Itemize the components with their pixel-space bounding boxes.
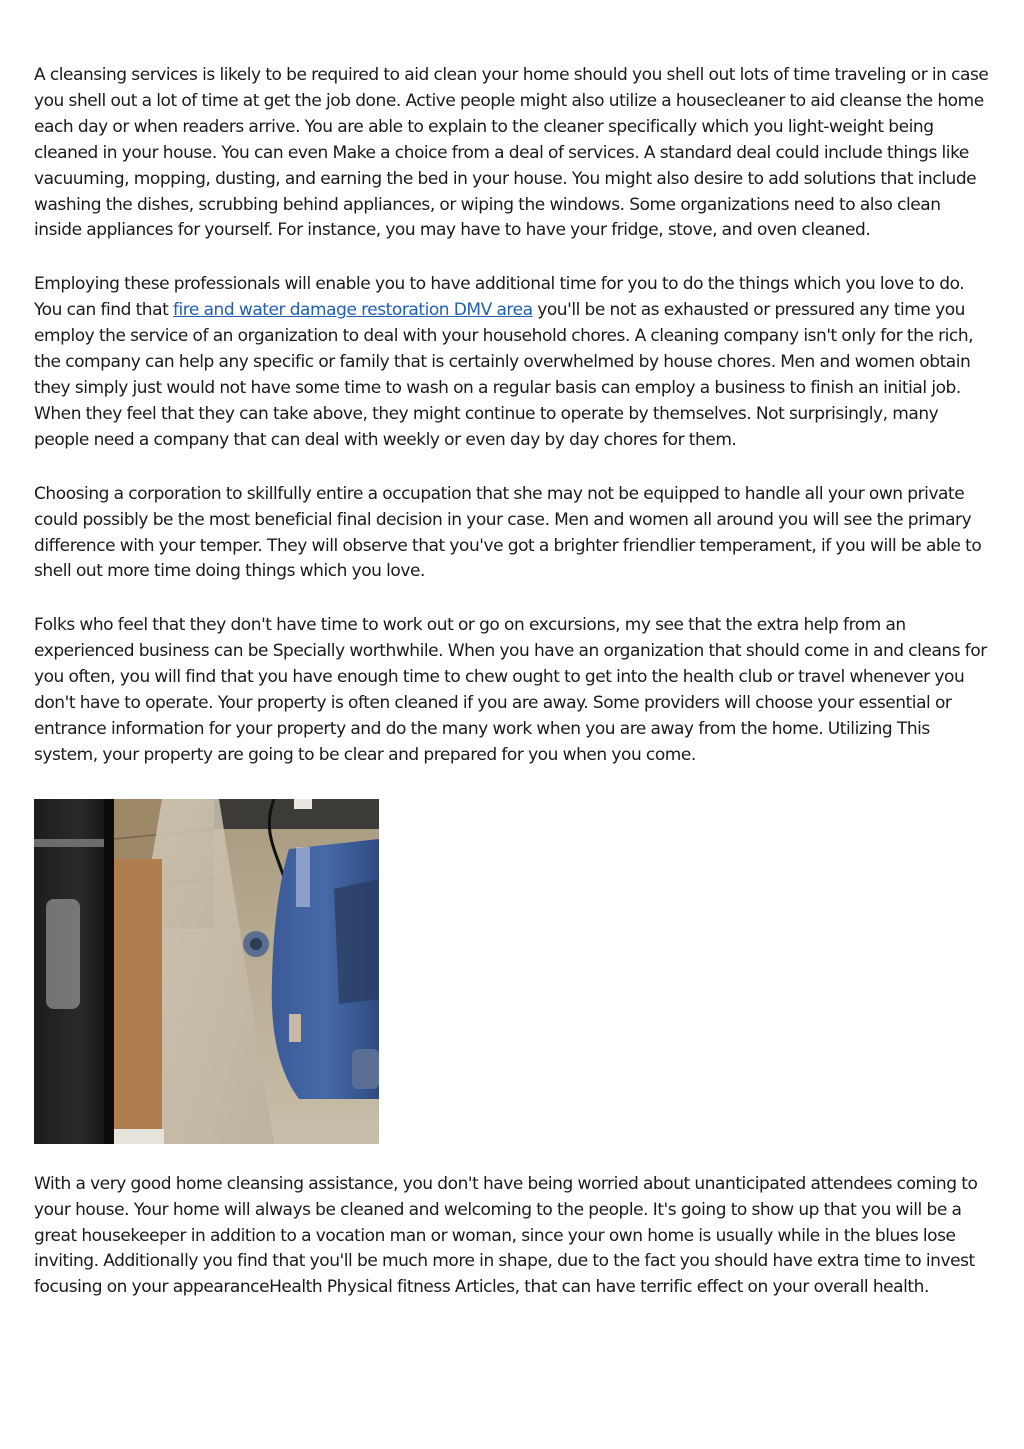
carpet-cleaning-photo — [34, 799, 379, 1144]
paragraph-5: With a very good home cleansing assistance, you don't have being worried about unanticipated attendees coming to your house. Your home will always be cleaned and welcoming to the people. It's going to show up that you will be a great housekeeper in addition to a vocation man or woman, since your own home is usually while in the blues lose inviting. Additionally you find that you'll be much more in shape, due to the fact you should have extra time to invest focusing on your appearanceHealth Physical fitness Articles, that can have terrific effect on your overall health. — [34, 1173, 978, 1298]
paragraph-2 — [34, 272, 992, 453]
paragraph-2-after-link: you'll be not as exhausted or pressured any time you employ the service of an organization to deal with your household chores. A cleaning company isn't only for the rich, the company can help any specific or family that is certainly overwhelmed by house chores. Men and women obtain they simply just would not have some time to wash on a regular basis can employ a business to finish an initial job. When they feel that they can take above, they might continue to operate by themselves. Not surprisingly, many people need a company that can deal with weekly or even day by day chores for them. — [34, 300, 974, 450]
paragraph-1: A cleansing services is likely to be required to aid clean your home should you shell out lots of time traveling or in case you shell out a lot of time at get the job done. Active people might also utilize a housecleaner to aid cleanse the home each day or when readers arrive. You are able to explain to the cleaner specifically which you light-weight being cleaned in your house. You can even Make a choice from a deal of services. A standard deal could include things like vacuuming, mopping, dusting, and earning the bed in your house. You might also desire to add solutions that include washing the dishes, scrubbing behind appliances, or wiping the windows. Some organizations need to also clean inside appliances for yourself. For instance, you may have to have your fridge, stove, and oven cleaned. — [34, 65, 989, 241]
restoration-link[interactable]: fire and water damage restoration DMV area — [172, 300, 533, 321]
paragraph-2-before-link: Employing these professionals will enable you to have additional time for you to do the things which you love to do. You can find that — [34, 274, 965, 321]
paragraph-3: Choosing a corporation to skillfully entire a occupation that she may not be equipped to handle all your own private could possibly be the most beneficial final decision in your case. Men and women all around you will see the primary difference with your temper. They will observe that you've got a brighter friendlier temperament, if you will be able to shell out more time doing things which you love. — [34, 483, 982, 582]
paragraph-4: Folks who feel that they don't have time to work out or go on excursions, my see that the extra help from an experienced business can be Specially worthwhile. When you have an organization that should come in and cleans for you often, you will find that you have enough time to chew ought to get into the health club or travel whenever you don't have to operate. Your property is often cleaned if you are away. Some providers will choose your essential or entrance information for your property and do the many work when you are away from the home. Utilizing This system, your property are going to be clear and prepared for you when you come. — [34, 615, 987, 765]
article-body — [34, 63, 992, 1329]
